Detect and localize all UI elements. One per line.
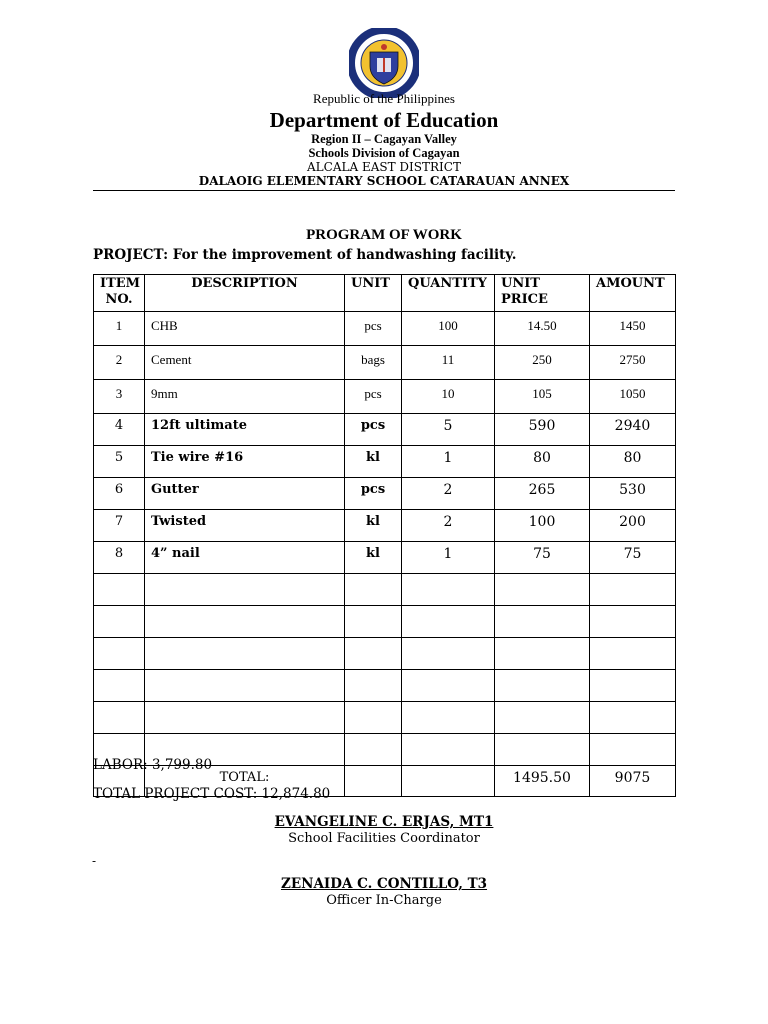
cell-description: Cement bbox=[145, 346, 345, 380]
department-title: Department of Education bbox=[269, 108, 499, 132]
region-line: Region II – Cagayan Valley bbox=[311, 132, 457, 146]
cell-quantity: 11 bbox=[402, 346, 495, 380]
cell-quantity: 10 bbox=[402, 380, 495, 414]
cell-item: 6 bbox=[94, 478, 145, 510]
table-row bbox=[94, 478, 676, 510]
table-row bbox=[94, 380, 676, 414]
cell-amount: 2750 bbox=[590, 346, 676, 380]
header-description: DESCRIPTION bbox=[145, 275, 345, 312]
signatory-name: ZENAIDA C. CONTILLO, T3 bbox=[280, 876, 488, 892]
cell-amount: 1050 bbox=[590, 380, 676, 414]
table-header-row bbox=[94, 275, 676, 312]
cell-amount: 80 bbox=[590, 446, 676, 478]
empty-row bbox=[94, 574, 676, 606]
cell-quantity: 5 bbox=[402, 414, 495, 446]
cell-unit-price: 265 bbox=[495, 478, 590, 510]
table-row bbox=[94, 414, 676, 446]
table-row bbox=[94, 312, 676, 346]
cell-description: Gutter bbox=[145, 478, 345, 510]
table-row bbox=[94, 346, 676, 380]
cell-unit: pcs bbox=[345, 380, 402, 414]
deped-seal-icon bbox=[349, 28, 419, 98]
cell-unit-price: 80 bbox=[495, 446, 590, 478]
cell-description: 12ft ultimate bbox=[145, 414, 345, 446]
cell-unit-price: 105 bbox=[495, 380, 590, 414]
cell-quantity: 1 bbox=[402, 542, 495, 574]
cell-quantity: 2 bbox=[402, 510, 495, 542]
cell-item: 7 bbox=[94, 510, 145, 542]
cell-unit-price: 250 bbox=[495, 346, 590, 380]
republic-line: Republic of the Philippines bbox=[313, 91, 455, 106]
empty-row bbox=[94, 638, 676, 670]
total-unit-price: 1495.50 bbox=[495, 766, 590, 797]
cell-unit: pcs bbox=[345, 478, 402, 510]
cell-amount: 200 bbox=[590, 510, 676, 542]
stray-dash: - bbox=[92, 854, 97, 868]
cell-amount: 530 bbox=[590, 478, 676, 510]
cell-unit-price: 14.50 bbox=[495, 312, 590, 346]
project-line: PROJECT: For the improvement of handwashing facility. bbox=[93, 247, 517, 263]
cell-description: 4” nail bbox=[145, 542, 345, 574]
cell-amount: 75 bbox=[590, 542, 676, 574]
labor-line: LABOR: 3,799.80 bbox=[93, 757, 213, 773]
empty-row bbox=[94, 702, 676, 734]
cell-unit: kl bbox=[345, 446, 402, 478]
cell-unit-price: 75 bbox=[495, 542, 590, 574]
header-unit-price: UNIT PRICE bbox=[495, 275, 590, 312]
header-quantity: QUANTITY bbox=[402, 275, 495, 312]
empty-row bbox=[94, 670, 676, 702]
empty-row bbox=[94, 606, 676, 638]
table-row bbox=[94, 510, 676, 542]
cell-amount: 1450 bbox=[590, 312, 676, 346]
cell-quantity: 1 bbox=[402, 446, 495, 478]
signatory-role: Officer In-Charge bbox=[326, 893, 442, 908]
cell-item: 4 bbox=[94, 414, 145, 446]
header-amount: AMOUNT bbox=[590, 275, 676, 312]
header-unit: UNIT bbox=[345, 275, 402, 312]
cell-unit: kl bbox=[345, 510, 402, 542]
cell-item: 8 bbox=[94, 542, 145, 574]
cell-unit-price: 590 bbox=[495, 414, 590, 446]
cell-item: 1 bbox=[94, 312, 145, 346]
cell-unit: pcs bbox=[345, 414, 402, 446]
cell-unit: bags bbox=[345, 346, 402, 380]
cell-amount: 2940 bbox=[590, 414, 676, 446]
program-of-work-table bbox=[93, 274, 676, 797]
division-line: Schools Division of Cagayan bbox=[308, 146, 460, 160]
cell-unit-price: 100 bbox=[495, 510, 590, 542]
total-project-cost-line: TOTAL PROJECT COST: 12,874.80 bbox=[93, 786, 331, 802]
cell-description: Twisted bbox=[145, 510, 345, 542]
cell-description: 9mm bbox=[145, 380, 345, 414]
signatory-role: School Facilities Coordinator bbox=[288, 831, 480, 846]
header-divider bbox=[93, 190, 675, 191]
header-item-no: ITEM NO. bbox=[94, 275, 145, 312]
cell-description: CHB bbox=[145, 312, 345, 346]
document-title: PROGRAM OF WORK bbox=[306, 227, 462, 243]
cell-unit: kl bbox=[345, 542, 402, 574]
cell-item: 3 bbox=[94, 380, 145, 414]
cell-quantity: 100 bbox=[402, 312, 495, 346]
cell-item: 2 bbox=[94, 346, 145, 380]
table-row bbox=[94, 542, 676, 574]
cell-quantity: 2 bbox=[402, 478, 495, 510]
cell-item: 5 bbox=[94, 446, 145, 478]
total-label: TOTAL: bbox=[145, 766, 345, 797]
school-line: DALAOIG ELEMENTARY SCHOOL CATARAUAN ANNEX bbox=[198, 174, 570, 188]
signatory-name: EVANGELINE C. ERJAS, MT1 bbox=[274, 814, 494, 830]
total-amount: 9075 bbox=[590, 766, 676, 797]
cell-description: Tie wire #16 bbox=[145, 446, 345, 478]
district-line: ALCALA EAST DISTRICT bbox=[307, 160, 461, 174]
cell-unit: pcs bbox=[345, 312, 402, 346]
table-row bbox=[94, 446, 676, 478]
